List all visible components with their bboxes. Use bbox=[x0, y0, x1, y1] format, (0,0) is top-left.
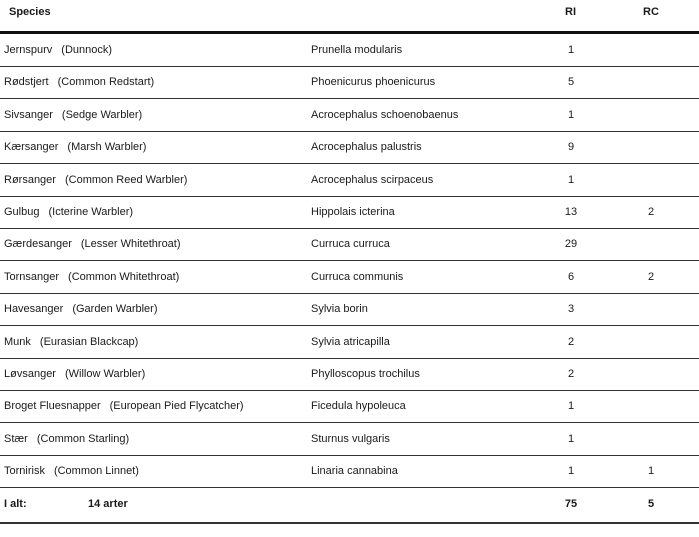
local-name: Rørsanger bbox=[4, 173, 56, 186]
table-row bbox=[0, 164, 699, 196]
species-name bbox=[4, 336, 138, 348]
scientific-name: Acrocephalus scirpaceus bbox=[311, 173, 434, 186]
ri-value: 2 bbox=[567, 368, 575, 380]
english-name: (Lesser Whitethroat) bbox=[80, 238, 181, 251]
scientific-name: Curruca curruca bbox=[311, 238, 390, 251]
table-row bbox=[0, 196, 699, 228]
local-name: Gærdesanger bbox=[4, 238, 72, 251]
local-name: Jernspurv bbox=[4, 44, 53, 56]
table-row bbox=[0, 293, 699, 325]
ri-header: RI bbox=[565, 6, 576, 18]
species-name bbox=[4, 303, 158, 315]
ri-value: 1 bbox=[567, 432, 575, 445]
rc-value: 2 bbox=[647, 270, 655, 283]
species-header: Species bbox=[9, 6, 51, 18]
total-label: I alt: bbox=[4, 497, 27, 510]
ri-value: 13 bbox=[564, 206, 578, 218]
ri-value: 6 bbox=[567, 270, 575, 283]
local-name: Gulbug bbox=[4, 206, 40, 218]
local-name: Broget Fluesnapper bbox=[4, 400, 101, 413]
ri-value: 9 bbox=[567, 141, 575, 154]
total-row bbox=[0, 488, 699, 520]
scientific-name: Prunella modularis bbox=[311, 44, 403, 56]
table-bottom-rule bbox=[0, 522, 699, 524]
scientific-name: Curruca communis bbox=[311, 270, 404, 283]
local-name: Havesanger bbox=[4, 303, 64, 316]
species-name bbox=[4, 44, 112, 56]
local-name: Tornsanger bbox=[4, 270, 60, 283]
scientific-name: Sylvia borin bbox=[311, 303, 368, 316]
english-name: (Garden Warbler) bbox=[72, 303, 158, 316]
english-name: (Willow Warbler) bbox=[64, 368, 146, 380]
scientific-name: Phylloscopus trochilus bbox=[311, 368, 420, 380]
ri-value: 29 bbox=[564, 238, 578, 251]
english-name: (Common Reed Warbler) bbox=[64, 173, 188, 186]
ri-value: 3 bbox=[567, 303, 575, 316]
ri-value: 2 bbox=[567, 335, 575, 348]
table-row bbox=[0, 99, 699, 131]
table-row bbox=[0, 228, 699, 260]
local-name: Sivsanger bbox=[4, 108, 53, 121]
local-name: Stær bbox=[4, 432, 28, 445]
species-name bbox=[4, 368, 145, 380]
species-name bbox=[4, 206, 133, 218]
english-name: (Common Redstart) bbox=[57, 76, 155, 89]
species-name bbox=[4, 271, 179, 283]
local-name: Løvsanger bbox=[4, 368, 56, 380]
english-name: (Icterine Warbler) bbox=[48, 206, 134, 218]
local-name: Kærsanger bbox=[4, 141, 59, 154]
rc-value: 1 bbox=[647, 465, 655, 478]
scientific-name: Ficedula hypoleuca bbox=[311, 400, 406, 413]
species-name bbox=[4, 238, 181, 250]
rc-header: RC bbox=[643, 6, 659, 18]
ri-value: 1 bbox=[567, 465, 575, 478]
english-name: (Dunnock) bbox=[61, 44, 113, 56]
scientific-name: Hippolais icterina bbox=[311, 206, 395, 218]
english-name: (Common Whitethroat) bbox=[68, 270, 180, 283]
species-name bbox=[4, 400, 244, 412]
table-row bbox=[0, 34, 699, 66]
table-row bbox=[0, 326, 699, 358]
species-name bbox=[4, 109, 142, 121]
local-name: Tornirisk bbox=[4, 465, 45, 478]
local-name: Rødstjert bbox=[4, 76, 49, 89]
local-name: Munk bbox=[4, 335, 31, 348]
scientific-name: Acrocephalus schoenobaenus bbox=[311, 108, 459, 121]
ri-value: 1 bbox=[567, 44, 575, 56]
total-species-count: 14 arter bbox=[88, 497, 128, 510]
total-rc: 5 bbox=[647, 497, 655, 510]
species-name bbox=[4, 465, 139, 477]
species-name bbox=[4, 174, 187, 186]
table-row bbox=[0, 131, 699, 163]
table-row bbox=[0, 358, 699, 390]
ri-value: 1 bbox=[567, 108, 575, 121]
table-row bbox=[0, 66, 699, 98]
species-name bbox=[4, 433, 129, 445]
total-ri: 75 bbox=[564, 497, 578, 510]
rc-value: 2 bbox=[647, 206, 655, 218]
species-name bbox=[4, 76, 154, 88]
scientific-name: Sylvia atricapilla bbox=[311, 335, 390, 348]
table-row bbox=[0, 455, 699, 487]
table-header bbox=[0, 0, 699, 31]
table-row bbox=[0, 423, 699, 455]
scientific-name: Phoenicurus phoenicurus bbox=[311, 76, 436, 89]
species-name bbox=[4, 141, 146, 153]
english-name: (Marsh Warbler) bbox=[67, 141, 147, 154]
scientific-name: Linaria cannabina bbox=[311, 465, 398, 478]
table-row bbox=[0, 261, 699, 293]
scientific-name: Sturnus vulgaris bbox=[311, 432, 390, 445]
english-name: (European Pied Flycatcher) bbox=[109, 400, 244, 413]
table-row bbox=[0, 390, 699, 422]
english-name: (Common Linnet) bbox=[53, 465, 139, 478]
scientific-name: Acrocephalus palustris bbox=[311, 141, 422, 154]
ri-value: 5 bbox=[567, 76, 575, 89]
ri-value: 1 bbox=[567, 173, 575, 186]
english-name: (Common Starling) bbox=[36, 432, 130, 445]
ri-value: 1 bbox=[567, 400, 575, 413]
english-name: (Sedge Warbler) bbox=[61, 108, 143, 121]
english-name: (Eurasian Blackcap) bbox=[39, 335, 139, 348]
